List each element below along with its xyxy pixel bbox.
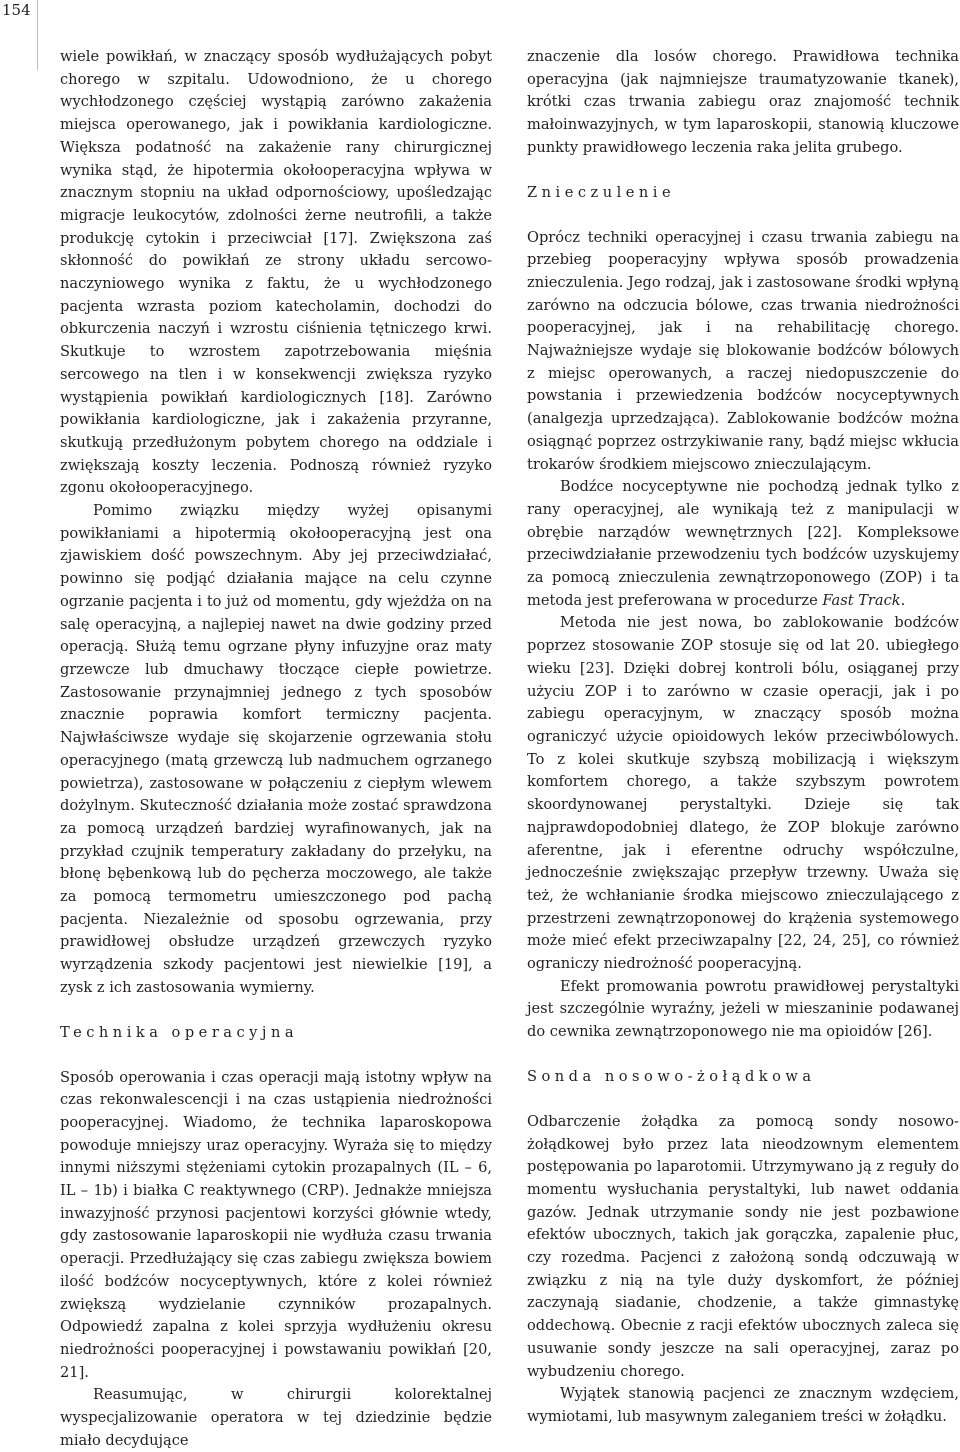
paragraph: wiele powikłań, w znaczący sposób wydłużających pobyt chorego w szpitalu. Udowodniono, że u chorego wychłodzonego częściej wystąpią zarówno zakażenia miejsca operowanego, jak i powikłania kardiologiczne. Większa podatność na zakażenie rany chirurgicznej wynika stąd, że hipotermia okołooperacyjna wpływa w znacznym stopniu na układ odpornościowy, upośledzając migracje leukocytów, zdolności żerne neutrofili, a także produkcję cytokin i przeciwciał [17]. Zwiększona zaś skłonność do powikłań ze strony układu sercowo-naczyniowego wynika z faktu, że u wychłodzonego pacjenta wzrasta poziom katecholamin, dochodzi do obkurczenia naczyń i wzrostu ciśnienia tętniczego krwi. Skutkuje to wzrostem zapotrzebowania mięśnia sercowego na tlen i w konsekwencji zwiększa ryzyko wystąpienia powikłań kardiologicznych [18]. Zarówno powikłania kardiologiczne, jak i zakażenia przyranne, skutkują przedłużonym pobytem chorego na oddziale i zwiększają koszty leczenia. Podnoszą również ryzyko zgonu okołooperacyjnego. — [60, 48, 492, 497]
paragraph: Metoda nie jest nowa, bo zablokowanie bodźców poprzez stosowanie ZOP stosuje się od lat 20. ubiegłego wieku [23]. Dzięki dobrej kontroli bólu, osiąganej przy użyciu ZOP i to zarówno w czasie operacji, jak i po zabiegu operacyjnym, w znaczący sposób można ograniczyć użycie opioidowych leków przeciwbólowych. To z kolei skutkuje szybszą mobilizacją i większym komfortem chorego, a także szybszym powrotem skoordynowanej perystaltyki. Dzieje się tak najprawdopodobniej dlatego, że ZOP blokuje zarówno aferentne, jak i eferentne odruchy współczulne, jednocześnie zwiększając przepływ trzewny. Uważa się też, że wchłanianie środka miejscowo znieczulającego z przestrzeni zewnątrzoponowej do krążenia systemowego może mieć efekt przeciwzapalny [22, 24, 25], co również ograniczy niedrożność pooperacyjną. — [527, 614, 959, 973]
right-column — [527, 46, 959, 1429]
paragraph-text: Bodźce nocyceptywne nie pochodzą jednak tylko z rany operacyjnej, ale wynikają też z manipulacji w obrębie narządów wewnętrznych [22]. Kompleksowe przeciwdziałanie przewodzeniu tych bodźców uzyskujemy za pomocą znieczulenia zewnątrzoponowego (ZOP) i ta metoda jest preferowana w procedurze — [527, 478, 959, 609]
paragraph: Pomimo związku między wyżej opisanymi powikłaniami a hipotermią okołooperacyjną jest ona zjawiskiem dość powszechnym. Aby jej przeciwdziałać, powinno się podjąć działania mające na celu czynne ogrzanie pacjenta i to już od momentu, gdy wjeżdża on na salę operacyjną, a najlepiej nawet na dwie godziny przed operacją. Służą temu ogrzane płyny infuzyjne oraz maty grzewcze lub dmuchawy tłoczące ciepłe powietrze. Zastosowanie przynajmniej jednego z tych sposobów znacznie poprawia komfort termiczny pacjenta. Najwłaściwsze wydaje się skojarzenie ogrzewania stołu operacyjnego (matą grzewczą lub nadmuchem ogrzanego powietrza), zastosowane w połączeniu z ciepłym wlewem dożylnym. Skuteczność działania może zostać sprawdzona za pomocą urządzeń bardziej wyrafinowanych, jak na przykład czujnik temperatury zakładany do przełyku, na błonę bębenkową lub do pęcherza moczowego, ale także za pomocą termometru umieszczonego pod pachą pacjenta. Niezależnie od sposobu ogrzewania, przy prawidłowej obsłudze urządzeń grzewczych ryzyko wyrządzenia szkody pacjentowi jest niewielkie [19], a zysk z ich zastosowania wymierny. — [60, 502, 492, 996]
paragraph: Sposób operowania i czas operacji mają istotny wpływ na czas rekonwalescencji i na czas ustąpienia niedrożności pooperacyjnej. Wiadomo, że technika laparoskopowa powoduje mniejszy uraz operacyjny. Wyraża się to między innymi niższymi stężeniami cytokin prozapalnych (IL – 6, IL – 1b) i białka C reaktywnego (CRP). Jednakże mniejsza inwazyjność przynosi pacjentowi korzyści głównie wtedy, gdy zastosowanie laparoskopii nie wydłuża czasu trwania operacji. Przedłużający się czas zabiegu zwiększa bowiem ilość bodźców nocyceptywnych, które z kolei również zwiększą wydzielanie czynników prozapalnych. Odpowiedź zapalna z kolei sprzyja wydłużeniu okresu niedrożności pooperacyjnej i powstawaniu powikłań [20, 21]. — [60, 1068, 492, 1381]
paragraph: Oprócz techniki operacyjnej i czasu trwania zabiegu na przebieg pooperacyjny wpływa sposób prowadzenia znieczulenia. Jego rodzaj, jak i zastosowane środki wpłyną zarówno na odczucia bólowe, czas trwania niedrożności pooperacyjnej, jak i na rehabilitację chorego. Najważniejsze wydaje się blokowanie bodźców bólowych z miejsc operowanych, a raczej niedopuszczenie do powstania i przewiedzenia bodźców nocyceptywnych (analgezja uprzedzająca). Zablokowanie bodźców można osiągnąć poprzez ostrzykiwanie rany, bądź miejsc wkłucia trokarów środkiem miejscowo znieczulającym. — [527, 228, 959, 473]
paragraph: Reasumując, w chirurgii kolorektalnej wyspecjalizowanie operatora w tej dziedzinie będzie miało decydujące — [60, 1386, 492, 1449]
paragraph: Efekt promowania powrotu prawidłowej perystaltyki jest szczególnie wyraźny, jeżeli w mieszaninie podawanej do cewnika zewnątrzoponowego nie ma opioidów [26]. — [527, 977, 959, 1041]
page-number: 154 — [2, 1, 31, 19]
left-column — [60, 46, 492, 1452]
section-heading-technika-operacyjna: Technika operacyjna — [60, 1023, 299, 1041]
section-heading-sonda: Sonda nosowo-żołądkowa — [527, 1067, 816, 1085]
emphasis-fast-track: Fast Track — [822, 591, 901, 609]
paragraph: znaczenie dla losów chorego. Prawidłowa technika operacyjna (jak najmniejsze traumatyzowanie tkanek), krótki czas trwania zabiegu oraz znajomość technik małoinwazyjnych, w tym laparoskopii, stanowią kluczowe punkty prawidłowego leczenia raka jelita grubego. — [527, 48, 959, 156]
paragraph: Odbarczenie żołądka za pomocą sondy nosowo-żołądkowej było przez lata nieodzownym elementem postępowania po laparotomii. Utrzymywano ją z reguły do momentu wysłuchania perystaltyki, lub nawet oddania gazów. Jednak utrzymanie sondy nie jest pozbawione efektów ubocznych, takich jak gorączka, zapalenie płuc, czy rozedma. Pacjenci z założoną sondą odczuwają w związku z nią na tyle duży dyskomfort, że później zaczynają siadanie, chodzenie, a także gimnastykę oddechową. Obecnie z racji efektów ubocznych zaleca się usuwanie sondy jeszcze na sali operacyjnej, zaraz po wybudzeniu chorego. — [527, 1112, 959, 1380]
paragraph-text: . — [900, 591, 906, 609]
margin-rule — [37, 0, 38, 70]
section-heading-znieczulenie: Znieczulenie — [527, 183, 676, 201]
paragraph: Wyjątek stanowią pacjenci ze znacznym wzdęciem, wymiotami, lub masywnym zaleganiem treści w żołądku. — [527, 1385, 959, 1425]
paragraph — [527, 476, 959, 612]
